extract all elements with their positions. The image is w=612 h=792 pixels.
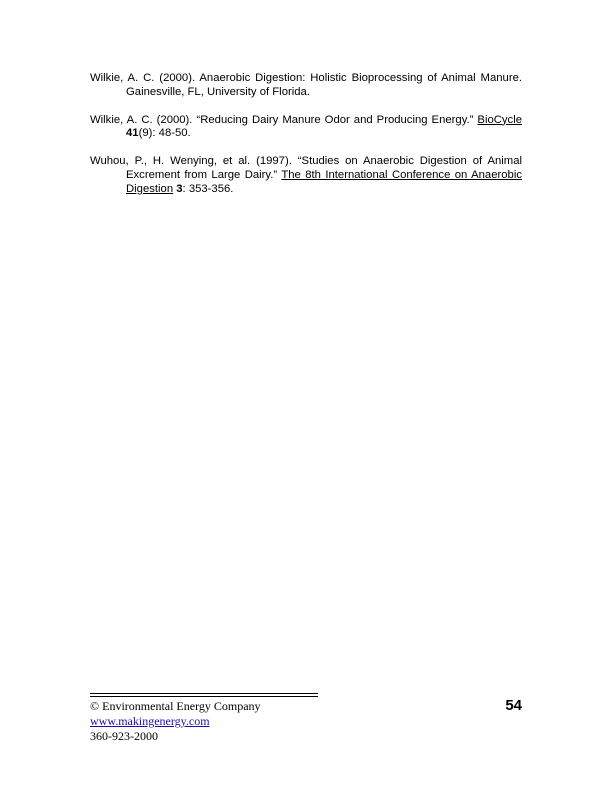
footer-company: © Environmental Energy Company — [90, 699, 261, 713]
footer-divider — [90, 693, 318, 694]
page-number: 54 — [505, 697, 522, 714]
reference-entry — [90, 72, 522, 100]
reference-text: Wilkie, A. C. (2000). Anaerobic Digestion: Holistic Bioprocessing of Animal Manure. Gainesville, FL, University of Florida. — [90, 72, 522, 98]
footer-phone: 360-923-2000 — [90, 729, 158, 743]
volume-number: 3 — [176, 182, 183, 195]
volume-number: 41 — [126, 127, 139, 140]
footer-divider — [90, 696, 318, 697]
footer — [90, 699, 261, 744]
journal-title: BioCycle — [477, 113, 522, 126]
conference-title: The 8th International Conference on Anaerobic Digestion — [126, 168, 522, 195]
footer-website-link[interactable]: www.makingenergy.com — [90, 714, 210, 728]
reference-list — [90, 72, 522, 211]
reference-pages: (9): 48-50. — [138, 127, 191, 140]
reference-pages: : 353-356. — [182, 182, 234, 195]
reference-text: Wuhou, P., H. Wenying, et al. (1997). “Studies on Anaerobic Digestion of Animal Excrement from Large Dairy.” — [90, 155, 522, 181]
reference-entry — [90, 155, 522, 196]
reference-entry — [90, 114, 522, 142]
reference-text: Wilkie, A. C. (2000). “Reducing Dairy Manure Odor and Producing Energy.” — [90, 113, 478, 126]
